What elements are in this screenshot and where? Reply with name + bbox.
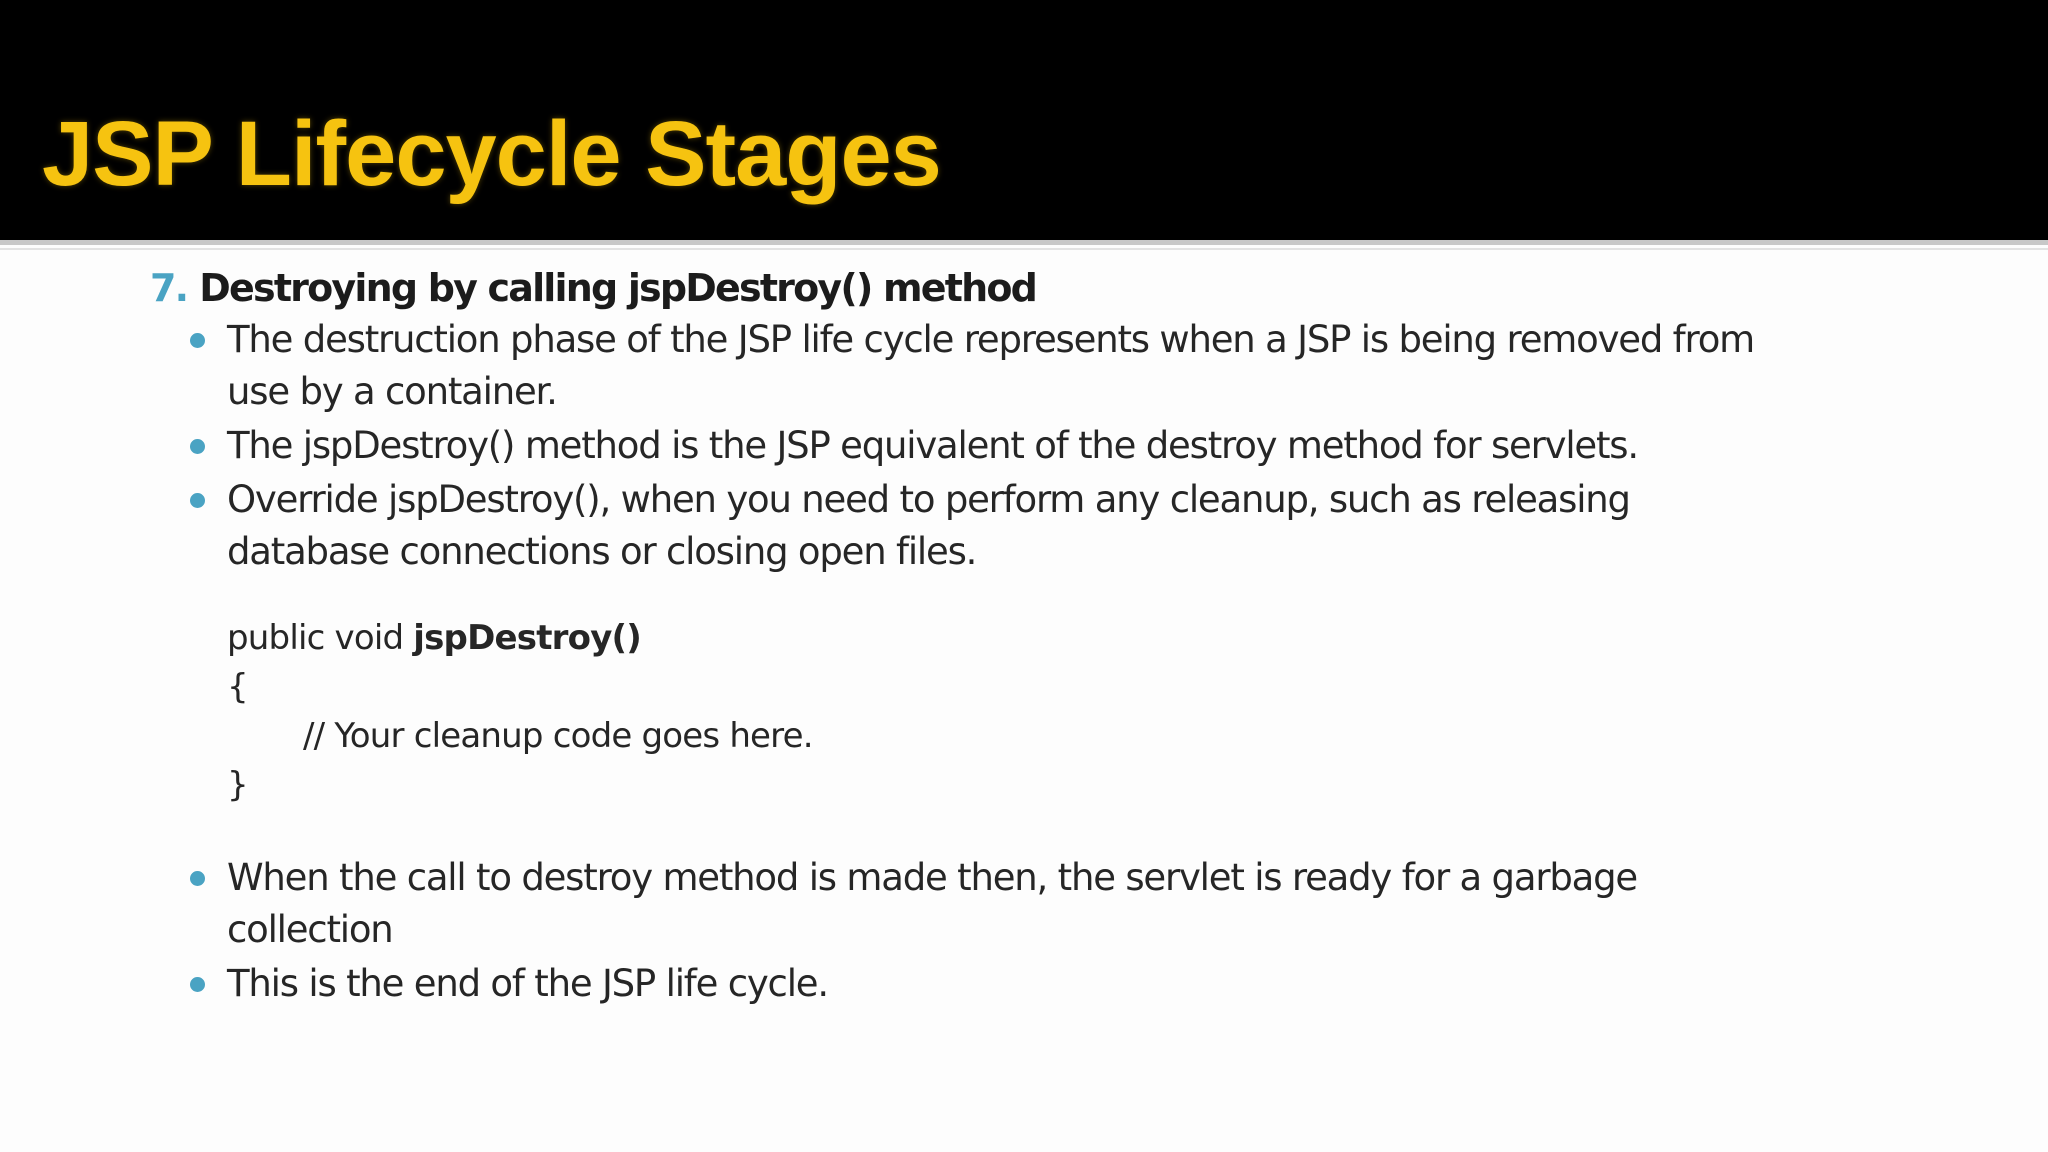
title-divider-thin <box>0 248 2048 250</box>
section-number: 7. <box>150 266 188 310</box>
code-line-signature <box>227 614 1850 663</box>
slide-title: JSP Lifecycle Stages <box>42 103 941 205</box>
bullet-text: Override jspDestroy(), when you need to perform any cleanup, such as releasing database connections or closing open files. <box>227 478 1630 573</box>
bullet-list-after-code <box>150 852 1850 1010</box>
list-item <box>150 420 1850 472</box>
list-item <box>150 474 1850 578</box>
code-snippet <box>227 614 1850 810</box>
title-bar <box>0 0 2048 240</box>
code-method-name: jspDestroy() <box>413 618 642 658</box>
bullet-text: When the call to destroy method is made then, the servlet is ready for a garbage collection <box>227 856 1637 951</box>
bullet-icon <box>190 439 205 454</box>
bullet-icon <box>190 333 205 348</box>
bullet-list <box>150 314 1850 578</box>
bullet-text: This is the end of the JSP life cycle. <box>227 962 828 1005</box>
code-close-brace: } <box>227 765 248 805</box>
bullet-text: The jspDestroy() method is the JSP equivalent of the destroy method for servlets. <box>227 424 1638 467</box>
code-open-brace: { <box>227 667 248 707</box>
bullet-text: The destruction phase of the JSP life cycle represents when a JSP is being removed from use by a container. <box>227 318 1754 413</box>
list-item <box>150 314 1850 418</box>
section-heading <box>150 262 1850 314</box>
bullet-icon <box>190 977 205 992</box>
slide-body <box>150 262 1850 1012</box>
section-heading-text: Destroying by calling jspDestroy() method <box>199 266 1037 310</box>
code-comment: // Your cleanup code goes here. <box>303 716 813 756</box>
list-item <box>150 852 1850 956</box>
code-signature-prefix: public void <box>227 618 414 658</box>
list-item <box>150 958 1850 1010</box>
bullet-icon <box>190 493 205 508</box>
title-divider <box>0 240 2048 245</box>
bullet-icon <box>190 871 205 886</box>
